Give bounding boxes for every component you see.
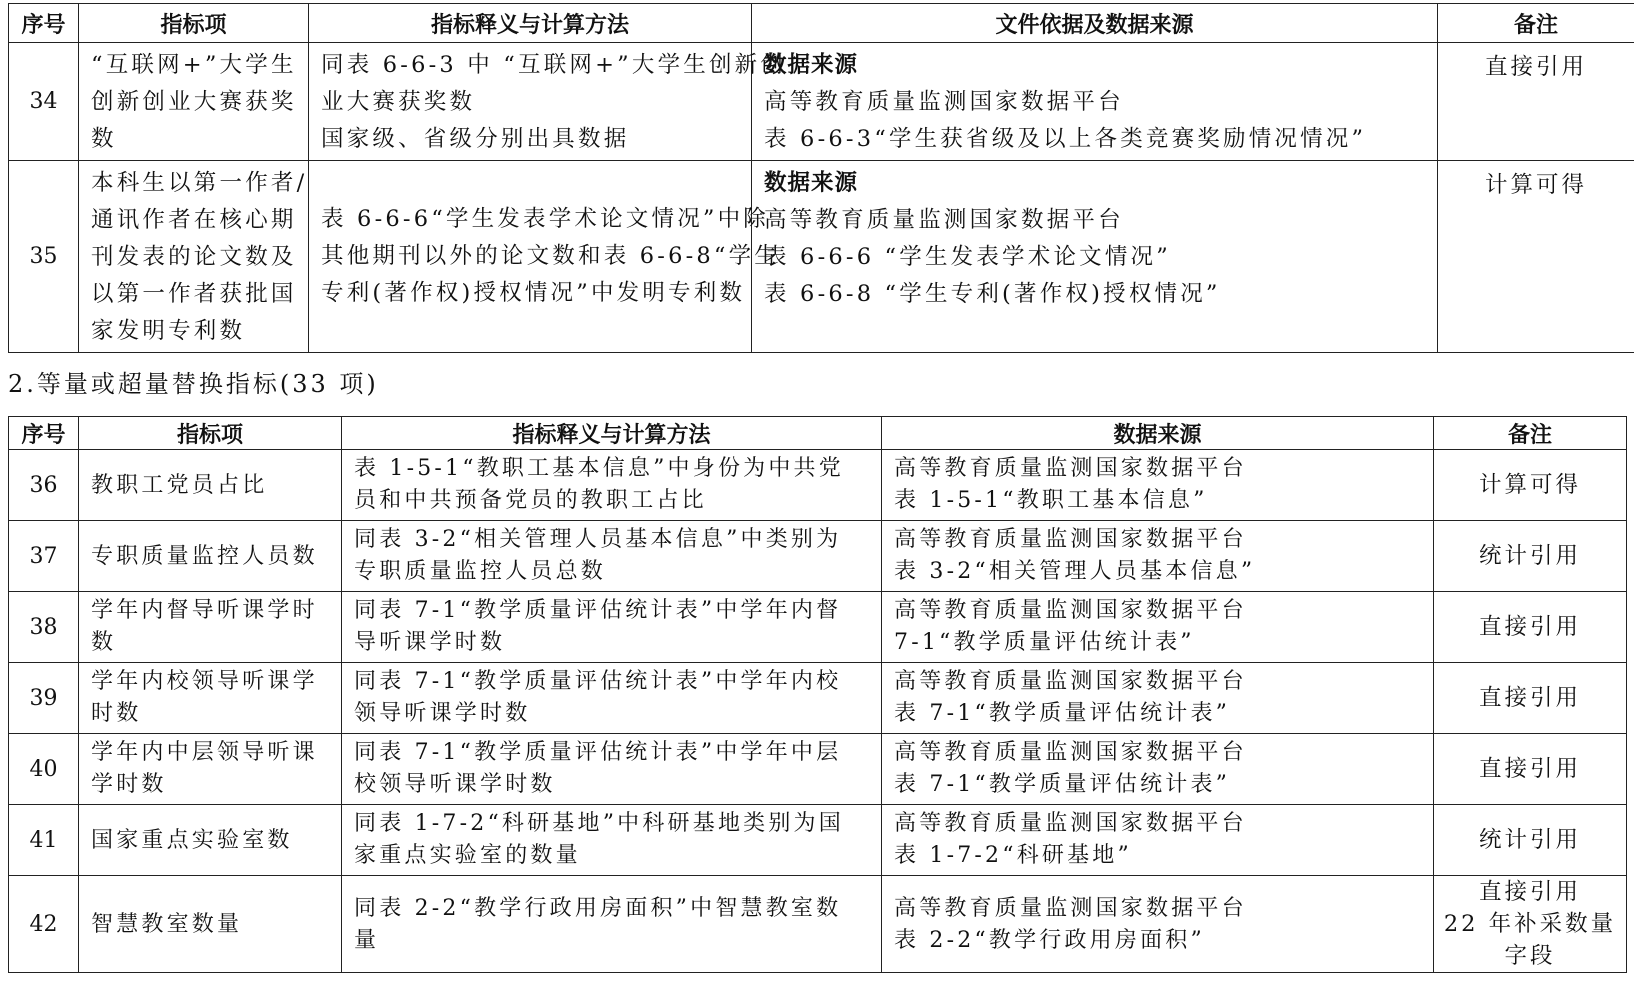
section-title: 2.等量或超量替换指标(33 项): [8, 370, 379, 398]
data-source: [882, 592, 1434, 663]
text-line: 专职质量监控人员数: [91, 543, 318, 569]
text-line: 高等教育质量监测国家数据平台: [894, 669, 1247, 694]
row-number: 35: [9, 161, 79, 353]
header-note: 备注: [1434, 417, 1627, 450]
indicator-method: [342, 876, 882, 973]
text-line: 表 7-1“教学质量评估统计表”: [894, 772, 1231, 797]
table-row: [9, 663, 1627, 734]
text-line: 通讯作者在核心期: [91, 207, 297, 233]
text-line: 同表 7-1“教学质量评估统计表”中学年中层: [354, 740, 842, 765]
text-line: 学年内督导听课学时: [91, 598, 318, 623]
header-method: 指标释义与计算方法: [309, 4, 752, 43]
indicator-table-1: [8, 3, 1634, 353]
text-line: 以第一作者获批国: [91, 281, 297, 307]
text-line: 同表 7-1“教学质量评估统计表”中学年内校: [354, 669, 842, 694]
table-row: [9, 43, 1634, 161]
text-line: 刊发表的论文数及: [91, 244, 297, 270]
remark: [1434, 663, 1627, 734]
data-source: [752, 161, 1438, 353]
text-line: 学时数: [91, 772, 167, 797]
text-line: 统计引用: [1478, 827, 1581, 853]
indicator-method: [342, 521, 882, 592]
text-line: “互联网+”大学生: [91, 52, 297, 78]
indicator-name: [79, 592, 342, 663]
remark: 计算可得: [1438, 161, 1634, 353]
indicator-method: [309, 161, 781, 353]
table-row: [9, 161, 1634, 353]
remark: [1434, 876, 1627, 973]
indicator-name: [79, 876, 342, 973]
text-line: 表 6-6-8 “学生专利(著作权)授权情况”: [764, 281, 1221, 307]
remark: [1434, 734, 1627, 805]
text-line: 字段: [1504, 943, 1556, 969]
indicator-name: [79, 43, 309, 161]
text-line: 数: [91, 126, 117, 152]
text-line: 高等教育质量监测国家数据平台: [894, 527, 1247, 552]
text-line: 校领导听课学时数: [354, 772, 556, 797]
text-line: 专职质量监控人员总数: [354, 559, 607, 584]
text-line: 直接引用: [1478, 879, 1581, 905]
data-source: [882, 521, 1434, 592]
text-line: 高等教育质量监测国家数据平台: [894, 598, 1247, 623]
text-line: 时数: [91, 701, 142, 726]
remark: [1434, 521, 1627, 592]
text-line: 学年内校领导听课学: [91, 669, 318, 694]
remark: 直接引用: [1438, 43, 1634, 161]
text-line: 员和中共预备党员的教职工占比: [354, 488, 707, 513]
text-line: 学年内中层领导听课: [91, 740, 318, 765]
text-line: 同表 6-6-3 中 “互联网+”大学生创新创: [321, 52, 787, 78]
text-line: 直接引用: [1478, 614, 1581, 640]
row-number: 38: [9, 592, 79, 663]
text-line: 同表 1-7-2“科研基地”中科研基地类别为国: [354, 811, 844, 836]
text-line: 7-1“教学质量评估统计表”: [894, 630, 1195, 655]
data-source: [752, 43, 1438, 161]
row-number: 34: [9, 43, 79, 161]
indicator-method: [342, 663, 882, 734]
remark: [1434, 450, 1627, 521]
row-number: 41: [9, 805, 79, 876]
header-method: 指标释义与计算方法: [342, 417, 882, 450]
header-item: 指标项: [79, 417, 342, 450]
text-line: 高等教育质量监测国家数据平台: [894, 456, 1247, 481]
text-line: 直接引用: [1478, 685, 1581, 711]
table-row: [9, 805, 1627, 876]
indicator-name: [79, 805, 342, 876]
text-line: 表 6-6-6 “学生发表学术论文情况”: [764, 244, 1171, 270]
table-row: [9, 876, 1627, 973]
row-number: 40: [9, 734, 79, 805]
indicator-name: [79, 161, 309, 353]
table-header-row: [9, 417, 1627, 450]
text-line: 表 2-2“教学行政用房面积”: [894, 927, 1205, 953]
indicator-name: [79, 521, 342, 592]
header-note: 备注: [1438, 4, 1634, 43]
indicator-method: [342, 805, 882, 876]
indicator-method: [342, 734, 882, 805]
data-source: [882, 450, 1434, 521]
text-line: 数: [91, 630, 117, 655]
row-number: 42: [9, 876, 79, 973]
text-line: 高等教育质量监测国家数据平台: [894, 740, 1247, 765]
indicator-method: [309, 43, 787, 161]
table-header-row: [9, 4, 1634, 43]
header-no: 序号: [9, 4, 79, 43]
text-line: 表 1-5-1“教职工基本信息”: [894, 488, 1208, 513]
text-line: 家重点实验室的数量: [354, 843, 581, 868]
text-line: 表 7-1“教学质量评估统计表”: [894, 701, 1231, 726]
text-line: 其他期刊以外的论文数和表 6-6-8“学生: [321, 243, 781, 269]
indicator-name: [79, 734, 342, 805]
table-row: [9, 734, 1627, 805]
remark: [1434, 592, 1627, 663]
text-line: 同表 2-2“教学行政用房面积”中智慧教室数: [354, 895, 842, 921]
text-line: 创新创业大赛获奖: [91, 89, 297, 115]
remark: [1434, 805, 1627, 876]
text-line: 同表 7-1“教学质量评估统计表”中学年内督: [354, 598, 842, 623]
header-no: 序号: [9, 417, 79, 450]
source-label: 数据来源: [764, 52, 859, 78]
text-line: 导听课学时数: [354, 630, 506, 655]
text-line: 国家级、省级分别出具数据: [321, 126, 630, 152]
text-line: 表 3-2“相关管理人员基本信息”: [894, 559, 1256, 584]
table-row: [9, 450, 1627, 521]
text-line: 本科生以第一作者/: [91, 170, 308, 196]
text-line: 领导听课学时数: [354, 701, 531, 726]
text-line: 高等教育质量监测国家数据平台: [764, 207, 1124, 233]
indicator-method: [342, 450, 882, 521]
text-line: 高等教育质量监测国家数据平台: [894, 895, 1247, 921]
text-line: 表 6-6-3“学生获省级及以上各类竞赛奖励情况情况”: [764, 126, 1367, 152]
data-source: [882, 663, 1434, 734]
header-item: 指标项: [79, 4, 309, 43]
text-line: 计算可得: [1478, 472, 1581, 498]
text-line: 教职工党员占比: [91, 472, 268, 498]
text-line: 直接引用: [1478, 756, 1581, 782]
header-source: 文件依据及数据来源: [752, 4, 1438, 43]
data-source: [882, 734, 1434, 805]
text-line: 国家重点实验室数: [91, 827, 293, 853]
row-number: 36: [9, 450, 79, 521]
text-line: 表 1-7-2“科研基地”: [894, 843, 1132, 868]
text-line: 量: [354, 927, 380, 953]
text-line: 表 6-6-6“学生发表学术论文情况”中除: [321, 206, 770, 232]
text-line: 专利(著作权)授权情况”中发明专利数: [321, 280, 746, 306]
source-label: 数据来源: [764, 170, 859, 196]
indicator-name: [79, 450, 342, 521]
indicator-name: [79, 663, 342, 734]
text-line: 智慧教室数量: [91, 911, 243, 937]
row-number: 37: [9, 521, 79, 592]
indicator-method: [342, 592, 882, 663]
text-line: 表 1-5-1“教职工基本信息”中身份为中共党: [354, 456, 844, 481]
table-row: [9, 592, 1627, 663]
text-line: 家发明专利数: [91, 318, 246, 344]
data-source: [882, 876, 1434, 973]
text-line: 业大赛获奖数: [321, 89, 476, 115]
text-line: 统计引用: [1478, 543, 1581, 569]
text-line: 高等教育质量监测国家数据平台: [764, 89, 1124, 115]
indicator-table-2: [8, 416, 1627, 973]
data-source: [882, 805, 1434, 876]
row-number: 39: [9, 663, 79, 734]
table-row: [9, 521, 1627, 592]
text-line: 22 年补采数量: [1443, 911, 1617, 937]
text-line: 同表 3-2“相关管理人员基本信息”中类别为: [354, 527, 842, 552]
text-line: 高等教育质量监测国家数据平台: [894, 811, 1247, 836]
header-source: 数据来源: [882, 417, 1434, 450]
